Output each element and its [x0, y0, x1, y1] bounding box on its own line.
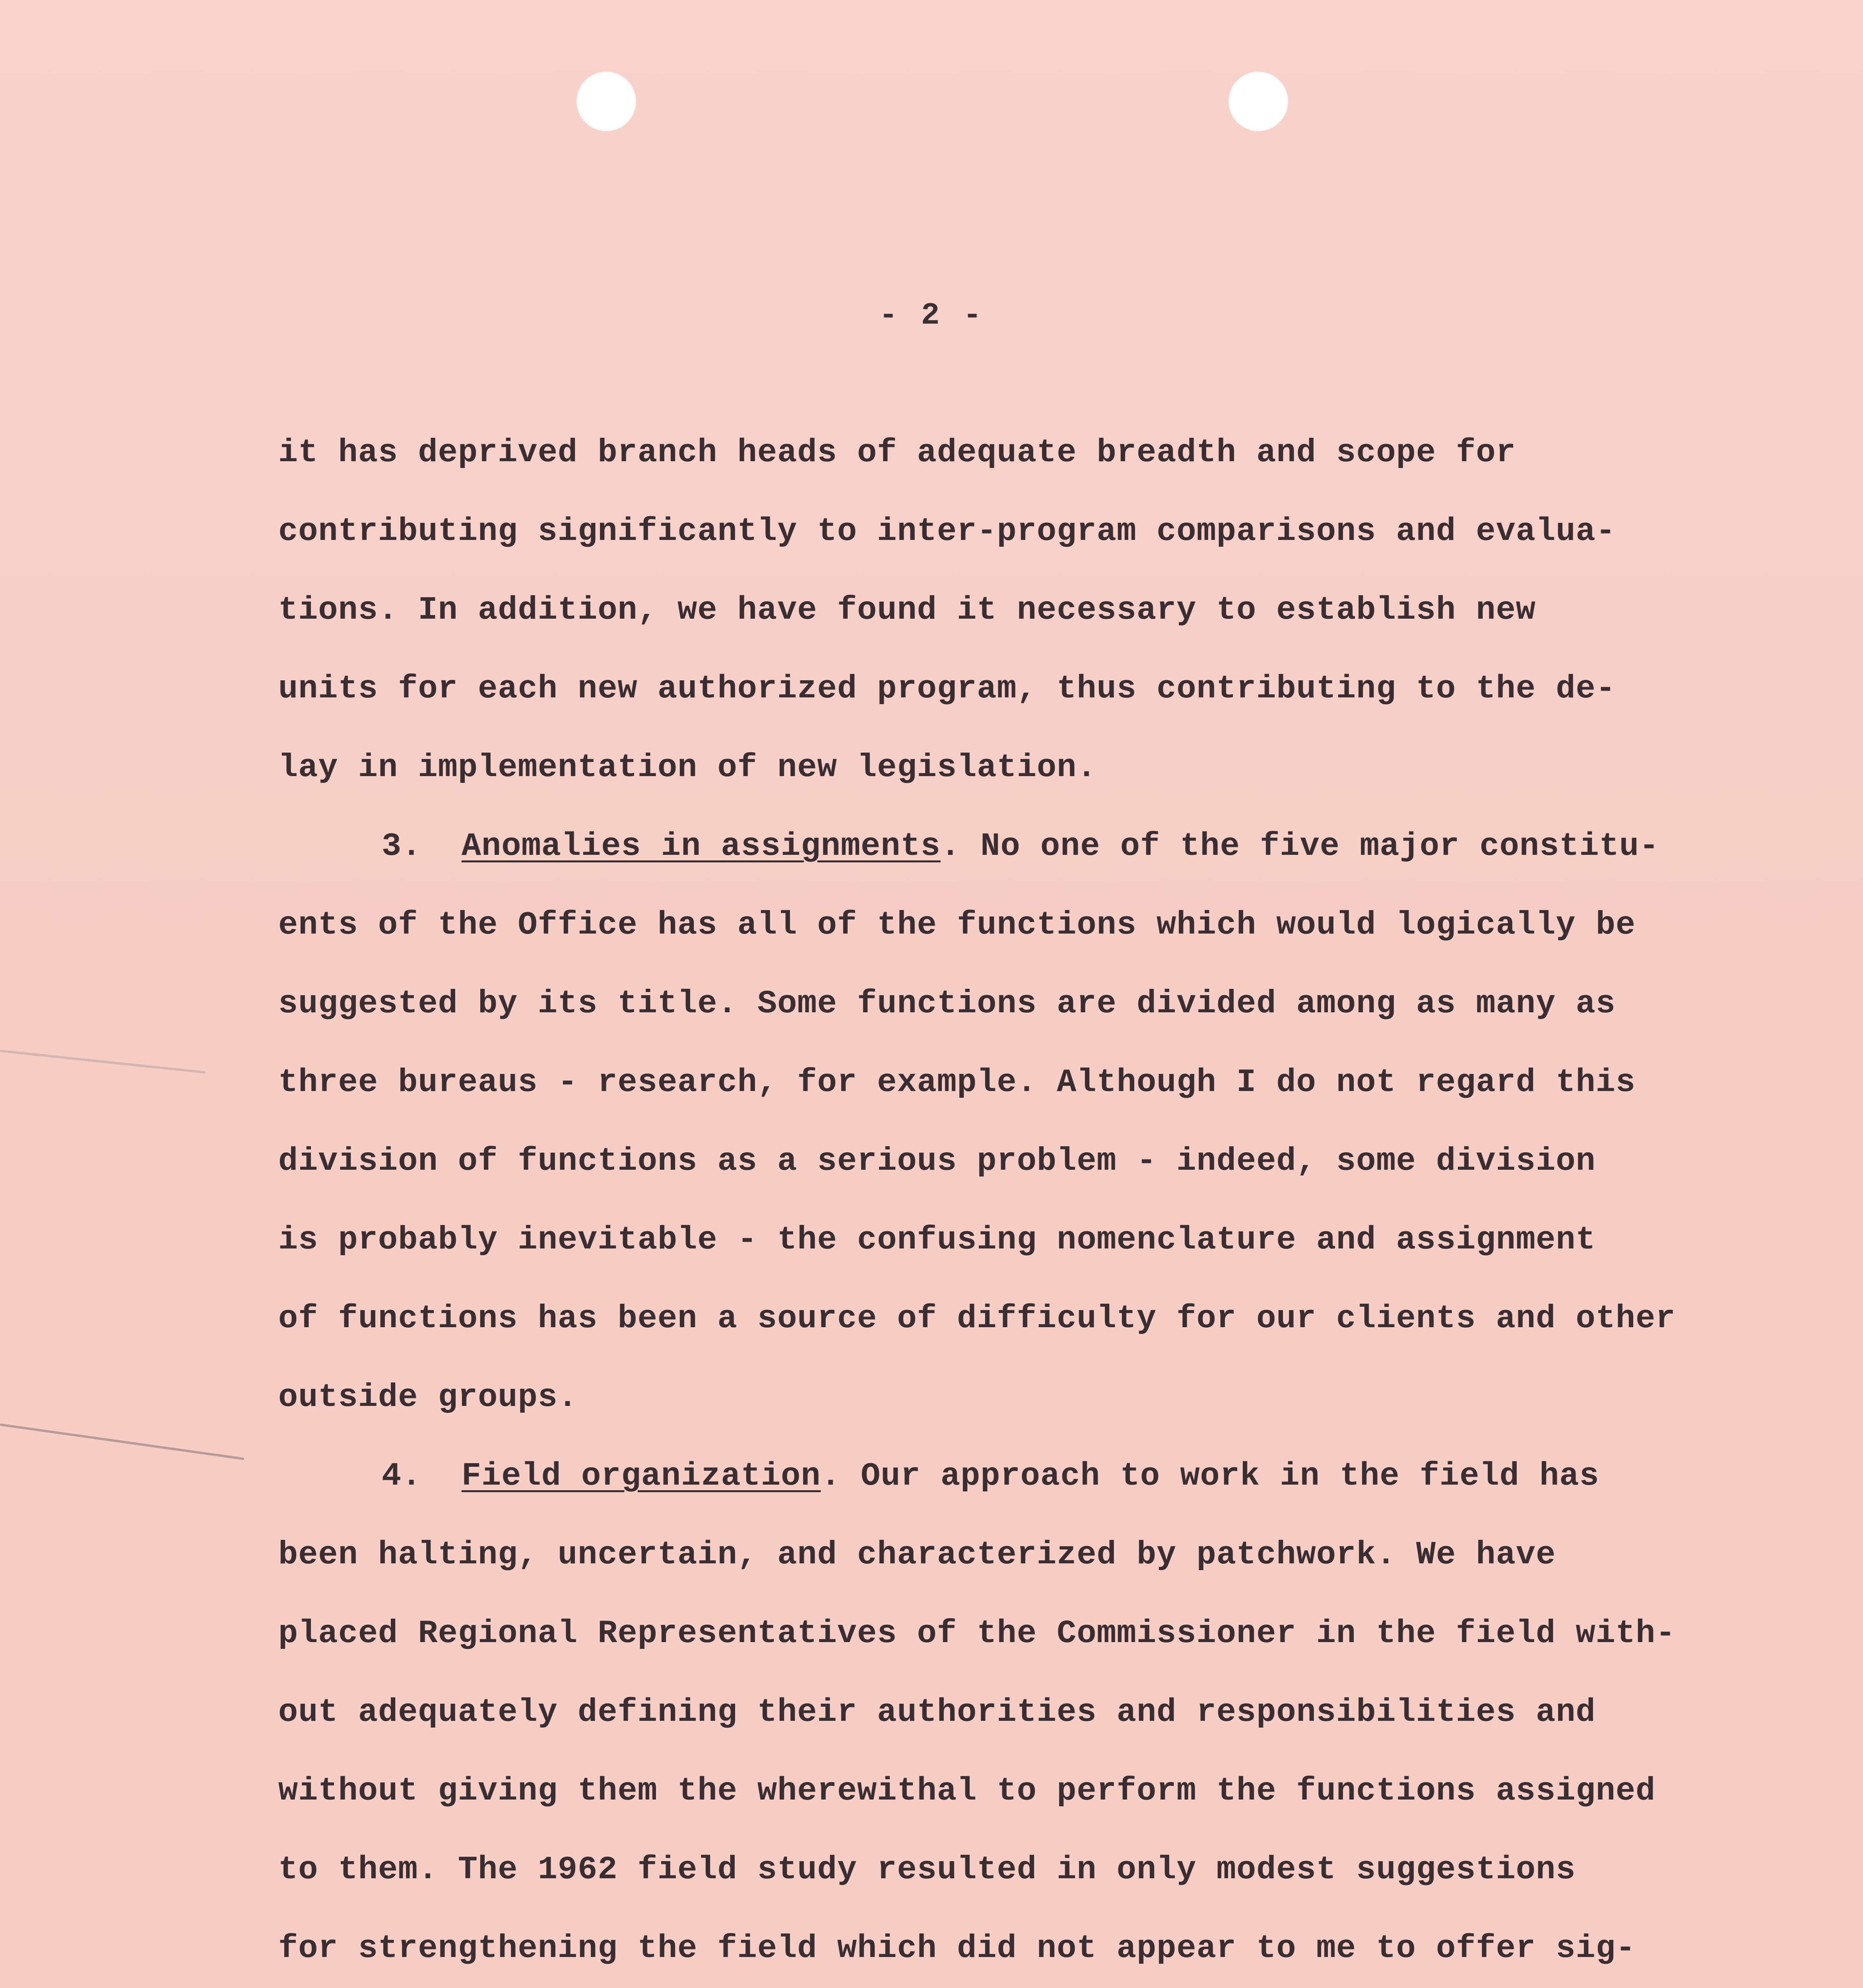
text-line: to them. The 1962 field study resulted in only modest suggestions: [278, 1851, 1576, 1888]
text-segment: . Our approach to work in the field has: [821, 1458, 1599, 1495]
punch-hole-right: [1228, 72, 1288, 131]
text-line: units for each new authorized program, thus contributing to the de-: [278, 670, 1616, 707]
text-line: suggested by its title. Some functions are divided among as many as: [278, 985, 1616, 1022]
pencil-stroke-mark: [0, 1050, 206, 1074]
punch-hole-left: [576, 72, 636, 131]
text-line: ents of the Office has all of the functions which would logically be: [278, 907, 1636, 944]
body-text: [278, 414, 1694, 1988]
page-number: - 2 -: [879, 298, 984, 333]
text-line: placed Regional Representatives of the Commissioner in the field with-: [278, 1615, 1676, 1652]
text-line: outside groups.: [278, 1379, 578, 1416]
text-line: tions. In addition, we have found it necessary to establish new: [278, 592, 1536, 629]
section-number: 3.: [382, 828, 422, 865]
text-line: it has deprived branch heads of adequate breadth and scope for: [278, 434, 1516, 471]
section-number: 4.: [382, 1458, 422, 1495]
section-first-line: [278, 1437, 1694, 1516]
text-line: division of functions as a serious problem - indeed, some division: [278, 1143, 1596, 1180]
text-segment: . No one of the five major constitu-: [940, 828, 1659, 865]
text-line: three bureaus - research, for example. Although I do not regard this: [278, 1064, 1636, 1101]
section-heading: Field organization: [461, 1458, 821, 1495]
section-first-line: [278, 807, 1694, 886]
section-heading: Anomalies in assignments: [461, 828, 941, 865]
pencil-stroke-mark: [0, 1423, 244, 1460]
text-line: for strengthening the field which did not appear to me to offer sig-: [278, 1930, 1636, 1967]
text-line: of functions has been a source of difficulty for our clients and other: [278, 1300, 1676, 1337]
text-line: without giving them the wherewithal to perform the functions assigned: [278, 1773, 1656, 1809]
text-line: been halting, uncertain, and characterized by patchwork. We have: [278, 1536, 1556, 1573]
text-line: lay in implementation of new legislation.: [278, 749, 1097, 786]
text-line: out adequately defining their authorities and responsibilities and: [278, 1694, 1596, 1731]
text-line: contributing significantly to inter-program comparisons and evalua-: [278, 513, 1616, 550]
text-line: is probably inevitable - the confusing nomenclature and assignment: [278, 1221, 1596, 1258]
